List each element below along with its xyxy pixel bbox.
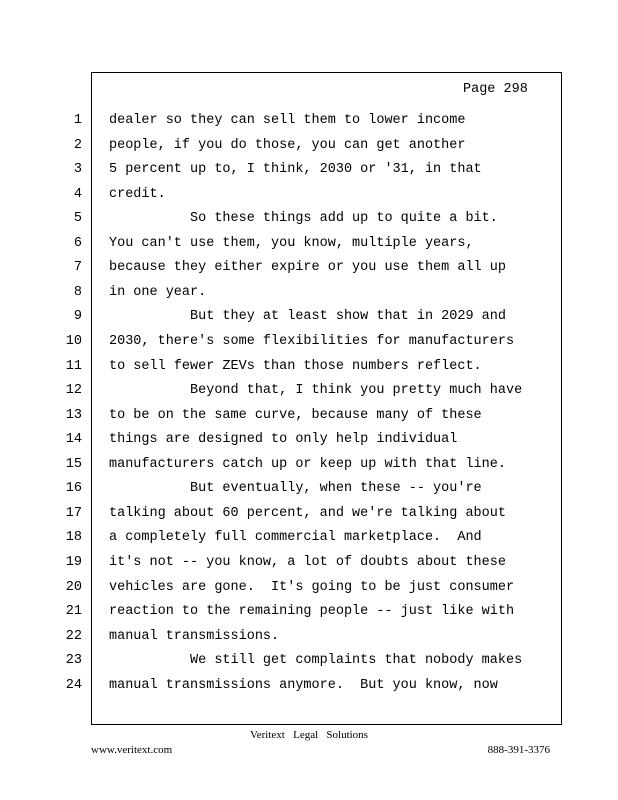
line-text: talking about 60 percent, and we're talking about — [109, 505, 506, 521]
line-number: 1 — [73, 113, 82, 128]
line-text: dealer so they can sell them to lower income — [109, 113, 466, 128]
page-number: Page 298 — [463, 82, 528, 97]
line-number: 4 — [73, 186, 82, 202]
line-text: a completely full commercial marketplace. And — [109, 530, 482, 546]
footer-website: www.veritext.com — [91, 744, 173, 756]
line-text: manual transmissions. — [109, 628, 280, 644]
line-number: 20 — [65, 579, 82, 595]
line-text: credit. — [109, 186, 166, 202]
line-text: Beyond that, I think you pretty much have — [109, 383, 523, 399]
line-number: 11 — [65, 358, 82, 374]
line-number: 7 — [73, 260, 82, 276]
line-number: 23 — [65, 653, 82, 669]
line-number: 10 — [65, 334, 82, 349]
line-number: 2 — [73, 137, 82, 153]
line-text: We still get complaints that nobody makes — [109, 653, 523, 669]
line-text: it's not -- you know, a lot of doubts about these — [109, 554, 506, 570]
line-number: 9 — [73, 309, 82, 325]
line-text: in one year. — [109, 284, 207, 300]
line-number: 3 — [73, 162, 82, 178]
line-number: 15 — [65, 456, 82, 472]
line-text: to be on the same curve, because many of these — [109, 407, 482, 423]
line-text: manual transmissions anymore. But you know, now — [109, 677, 498, 693]
line-text: 2030, there's some flexibilities for manufacturers — [109, 334, 515, 349]
line-number: 17 — [65, 505, 82, 521]
line-text: to sell fewer ZEVs than those numbers reflect. — [109, 358, 482, 374]
line-number: 19 — [65, 554, 82, 570]
line-number: 6 — [73, 235, 82, 251]
footer-company: Veritext Legal Solutions — [250, 729, 368, 741]
line-number: 5 — [73, 211, 82, 227]
line-number: 21 — [65, 604, 82, 619]
line-text: So these things add up to quite a bit. — [109, 211, 498, 227]
line-number: 13 — [65, 407, 82, 423]
footer-phone: 888-391-3376 — [487, 744, 550, 756]
line-text: things are designed to only help individual — [109, 432, 458, 448]
line-number: 8 — [73, 284, 82, 300]
line-number: 14 — [65, 432, 82, 448]
line-number: 12 — [65, 383, 82, 399]
line-number: 24 — [65, 677, 82, 693]
line-text: But eventually, when these -- you're — [109, 481, 482, 497]
line-text: You can't use them, you know, multiple years, — [109, 235, 474, 251]
line-number: 22 — [65, 628, 82, 644]
line-text: reaction to the remaining people -- just like with — [109, 604, 515, 619]
line-text: manufacturers catch up or keep up with that line. — [109, 456, 506, 472]
line-text: because they either expire or you use them all up — [109, 260, 506, 276]
line-number: 18 — [65, 530, 82, 546]
line-text: 5 percent up to, I think, 2030 or '31, in that — [109, 162, 482, 178]
line-text: people, if you do those, you can get another — [109, 137, 466, 153]
line-text: But they at least show that in 2029 and — [109, 309, 506, 325]
line-text: vehicles are gone. It's going to be just consumer — [109, 579, 515, 595]
line-number: 16 — [65, 481, 82, 497]
